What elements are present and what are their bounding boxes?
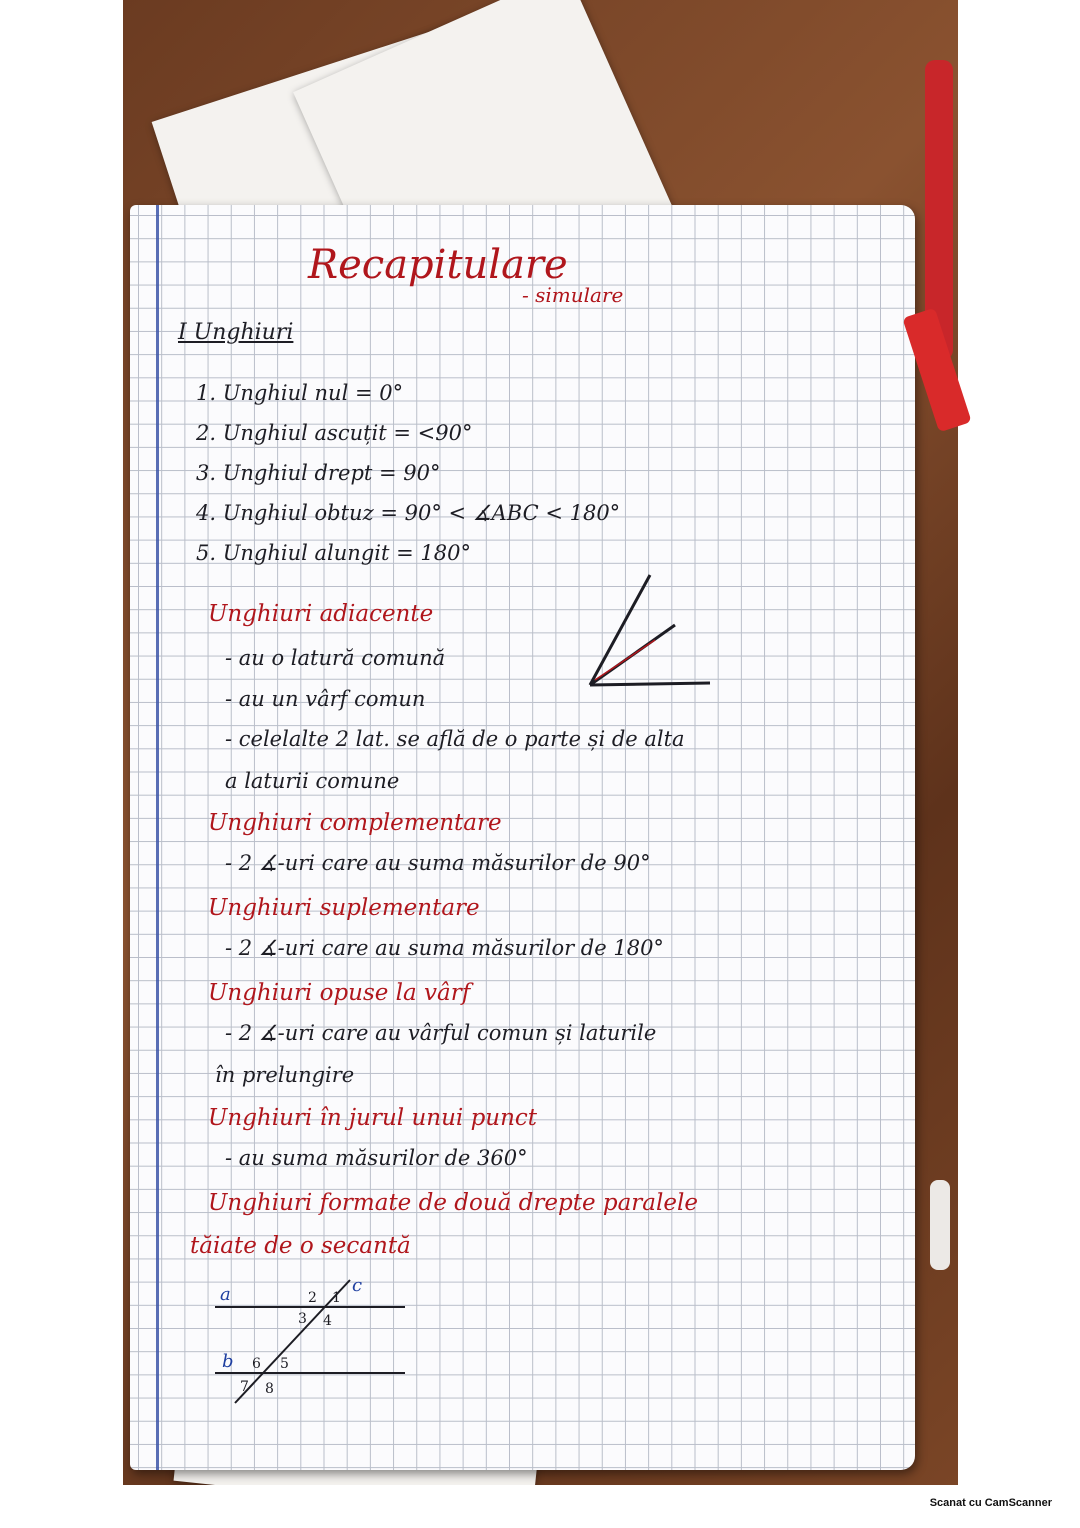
parallel-lines-diagram [210,1275,430,1415]
angle-type-item: 3. Unghiul drept = 90° [196,461,441,485]
topic-heading: Unghiuri adiacente [208,601,434,627]
pen-cap [930,1180,950,1270]
angle-label: 5 [280,1356,289,1372]
margin-line [156,205,159,1470]
angle-type-item: 4. Unghiul obtuz = 90° < ∡ABC < 180° [196,501,621,525]
topic-line: - 2 ∡-uri care au vârful comun și laturile [225,1021,657,1045]
angle-label: 2 [308,1290,317,1306]
angle-type-item: 2. Unghiul ascuțit = <90° [196,421,473,445]
page-title: Recapitulare [308,242,568,288]
topic-heading: Unghiuri formate de două drepte paralele [208,1190,698,1216]
angle-type-item: 5. Unghiul alungit = 180° [196,541,471,565]
page-subtitle: - simulare [522,283,624,307]
topic-line: - celelalte 2 lat. se află de o parte și de alta [225,727,685,751]
adjacent-angles-sketch [570,565,770,695]
desk-objects-right [920,60,960,1260]
topic-heading: Unghiuri opuse la vârf [208,980,471,1006]
label-line-a: a [220,1284,231,1305]
topic-line: - 2 ∡-uri care au suma măsurilor de 90° [225,851,651,875]
angle-label: 7 [240,1379,249,1395]
topic-heading: Unghiuri în jurul unui punct [208,1105,538,1131]
angle-label: 8 [265,1381,274,1397]
bottom-ray [590,683,710,685]
angle-label: 3 [298,1311,307,1327]
topic-line: în prelungire [215,1063,355,1087]
topic-line: - au un vârf comun [225,687,426,711]
topic-line: - au suma măsurilor de 360° [225,1146,528,1170]
label-line-b: b [222,1351,234,1372]
topic-heading: Unghiuri complementare [208,810,502,836]
topic-line: - 2 ∡-uri care au suma măsurilor de 180° [225,936,664,960]
section-heading: I Unghiuri [178,320,294,345]
grid-notebook-page [130,205,915,1470]
label-secant-c: c [352,1275,363,1296]
scanner-credit: Scanat cu CamScanner [929,1497,1052,1509]
topic-line: - au o latură comună [225,646,446,670]
topic-heading: Unghiuri suplementare [208,895,480,921]
angle-label: 4 [323,1313,332,1329]
topic-line: a laturii comune [225,769,400,793]
angle-label: 6 [252,1356,261,1372]
topic-heading-continued: tăiate de o secantă [190,1233,411,1259]
angle-type-item: 1. Unghiul nul = 0° [196,381,404,405]
angle-label: 1 [332,1290,341,1306]
common-side-ray [590,575,650,685]
